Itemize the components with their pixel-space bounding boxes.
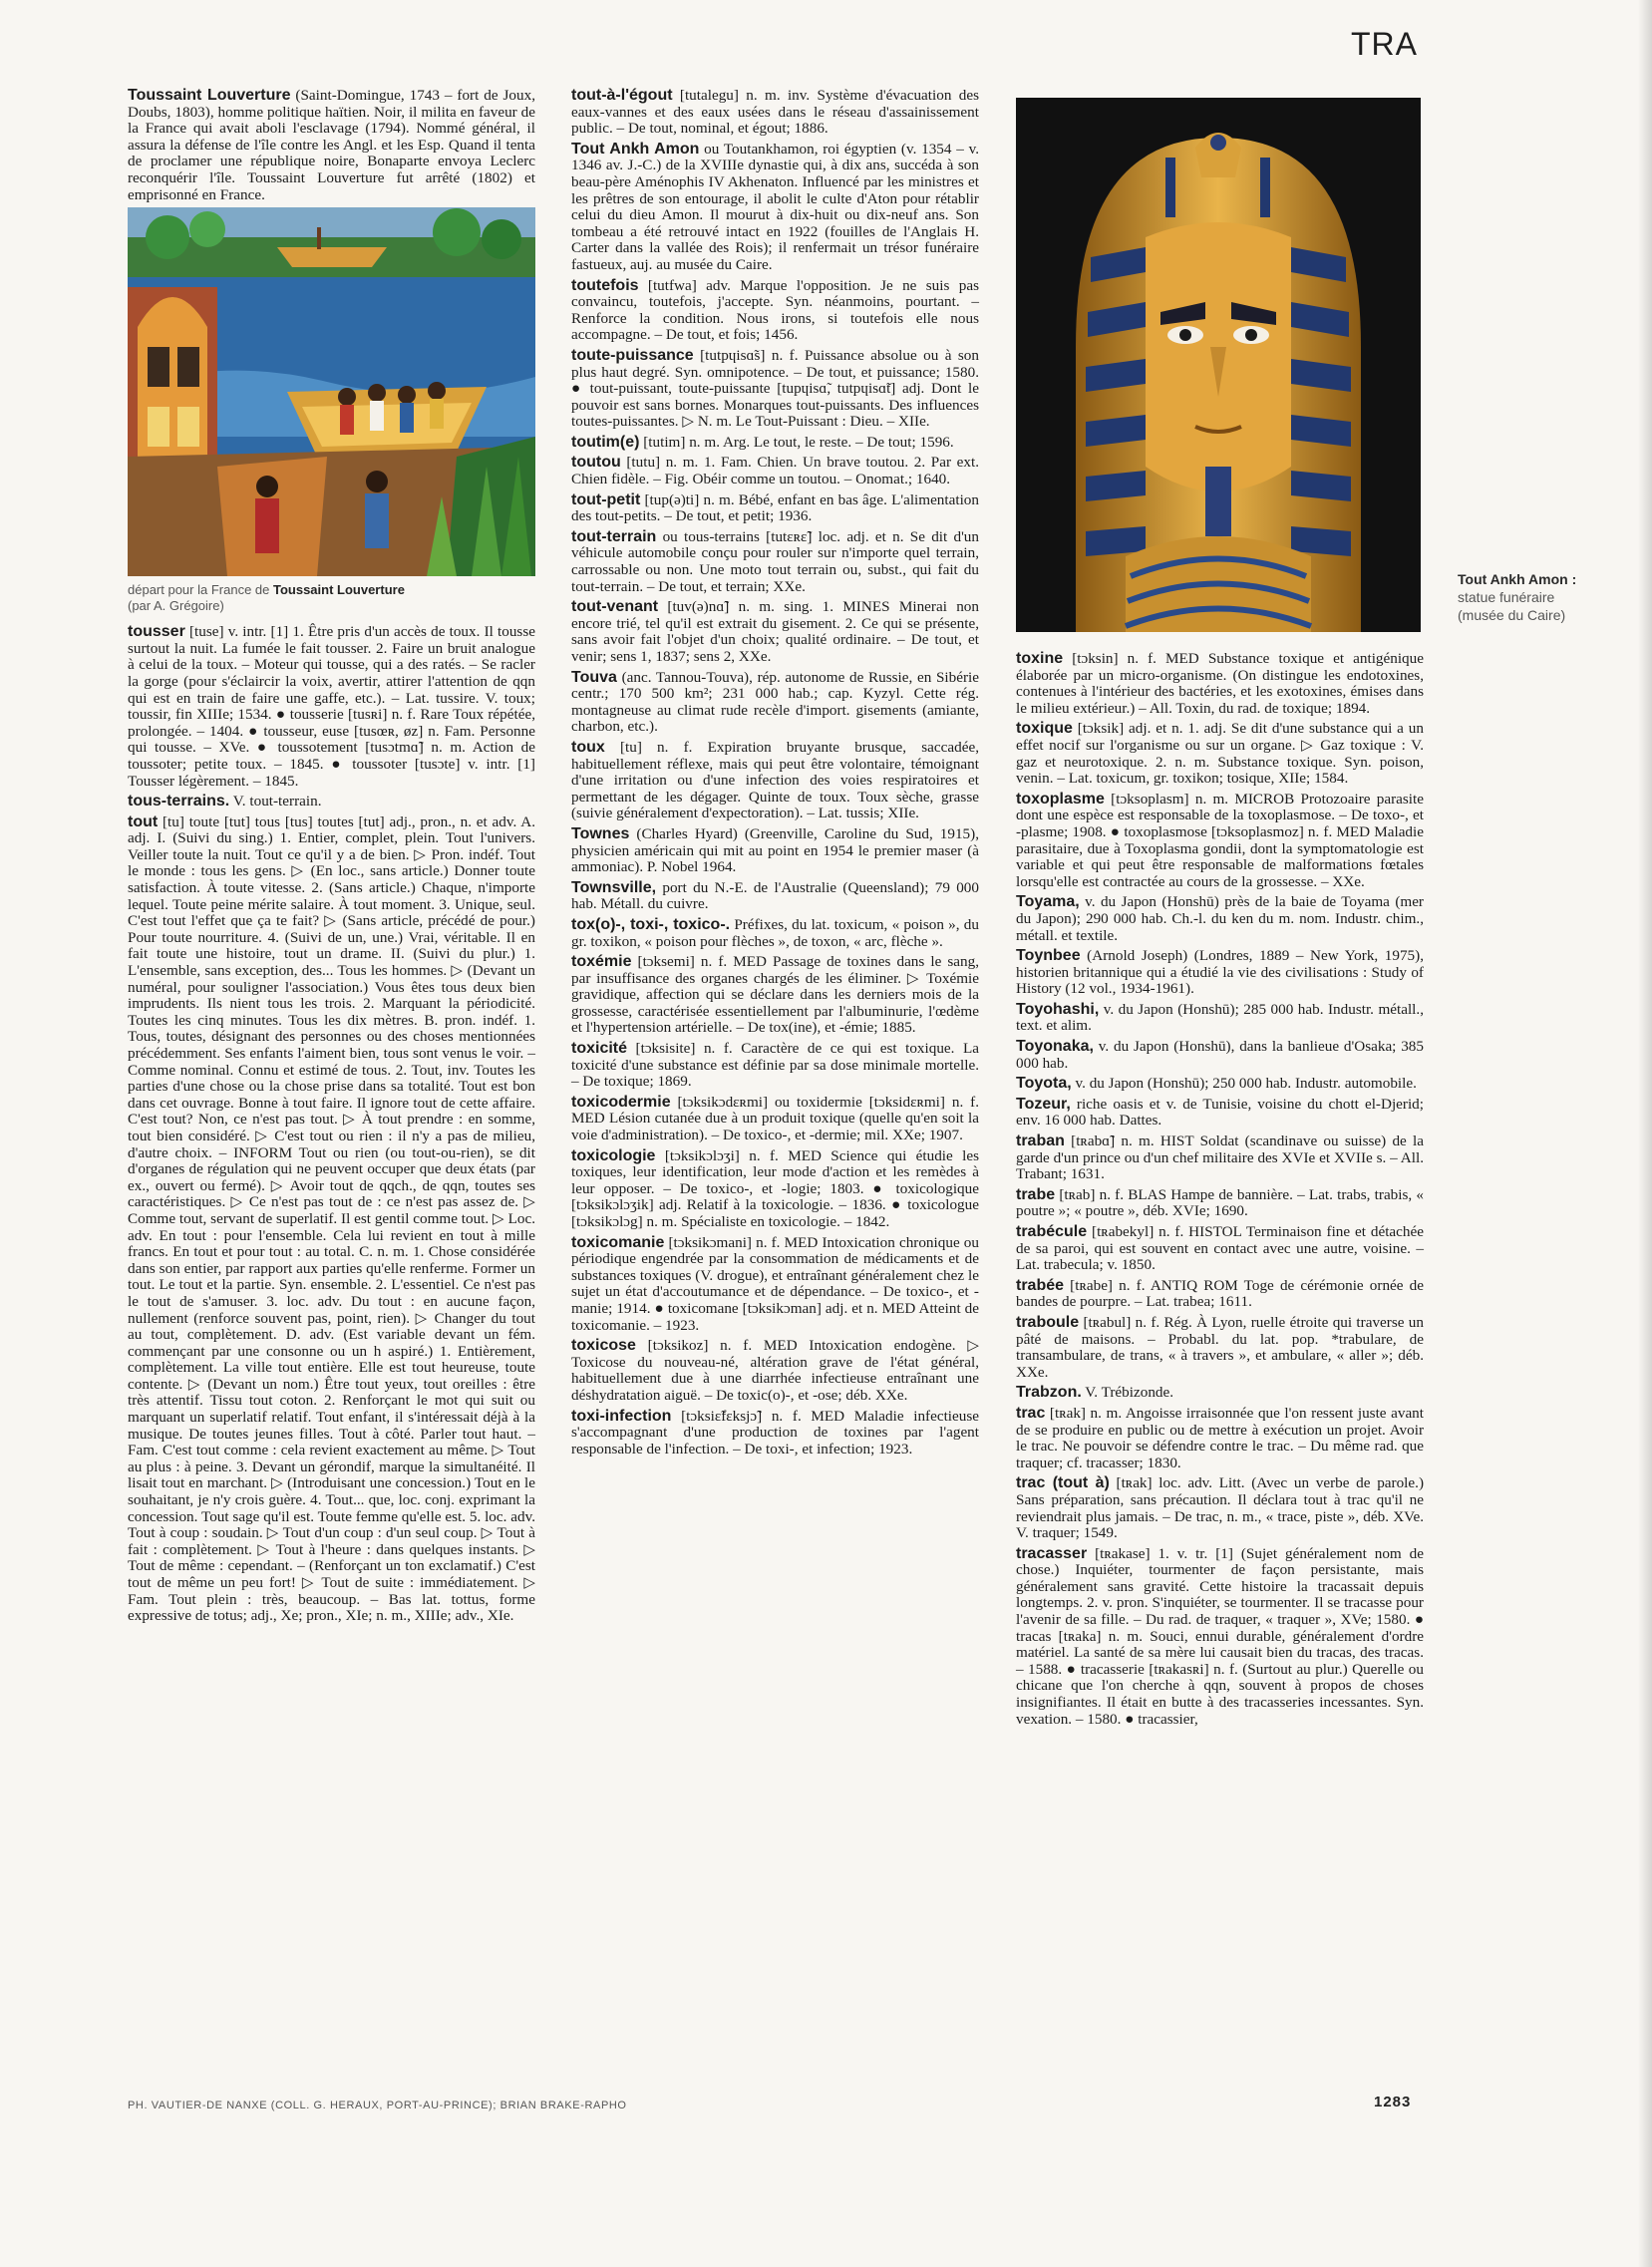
column-1 bbox=[128, 88, 535, 1629]
dictionary-entry bbox=[1016, 894, 1424, 944]
running-head: TRA bbox=[1351, 26, 1418, 62]
column-2 bbox=[571, 88, 979, 1461]
entry-headword: toxémie bbox=[571, 953, 632, 971]
entry-headword: Townsville, bbox=[571, 878, 657, 896]
dictionary-entry bbox=[1016, 948, 1424, 998]
entry-text: riche oasis et v. de Tunisie, voisine du chott el-Djerid; env. 16 000 hab. Dattes. bbox=[1016, 1095, 1424, 1130]
entry-headword: tout-terrain bbox=[571, 527, 657, 545]
painting-caption bbox=[128, 582, 535, 614]
entry-headword: Touva bbox=[571, 668, 617, 686]
entry-text: (Charles Hyard) (Greenville, Caroline du Sud, 1915), physicien américain qui mit au point en 1954 le premier maser (à ammoniac). P. Nobel 1964. bbox=[571, 824, 979, 876]
entry-text: [tɔksikɔlɔʒi] n. f. MED Science qui étudie les toxiques, leur identification, leur mode d'action et les remèdes à leur opposer. – De toxico-, et -logie; 1803. ● toxicologique [tɔksikɔlɔʒik] adj. Relatif à la toxicologie. – 1836. ● toxicologue [tɔksikɔlɔg] n. m. Spécialiste en toxicologie. – 1842. bbox=[571, 1146, 979, 1230]
entry-text: Préfixes, du lat. toxicum, « poison », du gr. toxikon, « poison pour flèches », de toxon, « arc, flèche ». bbox=[571, 915, 979, 950]
entry-text: [tu] toute [tut] tous [tus] toutes [tut] adj., pron., n. et adv. A. adj. I. (Suivi du sing.) 1. Entier, complet, plein. Tout l'univers. Veiller toute la nuit. Tout ce qu'il y a de bien. ▷ Pron. indéf. Tout le monde : tous les gens. ▷ (En loc., sans article.) Donner toute satisfaction. À toute vitesse. 2. (Sans article.) Chaque, n'importe lequel. Toute peine mérite salaire. À tout moment. 3. Unique, seul. C'est tout l'effet que ça te fait? ▷ (Sans article, précédé de pour.) Pour toute nourriture. 4. (Suivi de un, une.) Vrai, véritable. Il en fait toute une histoire, tout un drame. II. (Suivi du plur.) 1. L'ensemble, sans exception, des... Tous les hommes. ▷ (Devant un numéral, pour souligner l'association.) Vous êtes tous deux bien imprudents. Ils nient tous les trois. 2. Marquant la périodicité. Toutes les cinq minutes. Tous les dix mètres. B. pron. indéf. 1. Tous, toutes, désignant des personnes ou des choses mentionnées précédemment. Ses enfants l'aiment bien, tous sont venus le voir. – Comme nominal. Connu et estimé de tous. 2. Tout, inv. Toutes les parties d'une chose ou la chose prise dans sa totalité. Tout est bon dans cet ouvrage. Bonne à tout faire. Il ignore tout de cette affaire. C'est tout? Non, ce n'est pas tout. ▷ À tout prendre : en somme, tout bien considéré. ▷ C'est tout ou rien : il n'y a pas de milieu, d'autre choix. – INFORM Tout ou rien (ou tout-ou-rien), se dit d'organes de régulation qui ne peuvent occuper que deux états (par ex., ouvert ou fermé). ▷ Avoir tout de qqch., de qqn, toutes ses caractéristiques. ▷ Ce n'est pas tout de : ce n'est pas assez de. ▷ Comme tout, servant de superlatif. Il est gentil comme tout. ▷ Loc. adv. En tout : pour l'ensemble. Cela lui revient en tout à mille francs. En tout et pour tout : au total. C. n. m. 1. Chose considérée dans son entier, par rapport aux parties qu'elle renferme. Former un tout. Le tout et la partie. Syn. ensemble. 2. L'essentiel. Ce n'est pas le tout de s'amuser. 3. loc. adv. Du tout : en aucune façon, nullement (renforce souvent pas, point, rien). ▷ Changer du tout au tout, complètement. D. adv. (Est variable devant un fém. commençant par une consonne ou un h aspiré.) 1. Entièrement, complètement. La ville tout entière. Elle est tout heureuse, toute contente. ▷ (Devant un nom.) Être tout yeux, tout oreilles : être très attentif. Tissu tout coton. 2. Renforçant le mot qui suit ou marquant un superlatif relatif. Tout enfant, il s'intéressait déjà à la musique. De toutes jeunes filles. Tout à côté. Parler tout haut. – Fam. C'est tout comme : cela revient exactement au même. ▷ Tout au plus : à peine. 3. Devant un gérondif, marque la simultanéité. Il lisait tout en marchant. ▷ (Introduisant une concession.) Tout en le souhaitant, je n'y crois guère. 4. Tout... que, loc. conj. exprimant la concession. Tout sage qu'il est. Toute femme qu'elle est. 5. loc. adv. Tout à coup : soudain. ▷ Tout d'un coup : d'un seul coup. ▷ Tout à fait : complètement. ▷ Tout à l'heure : dans quelques instants. ▷ Tout de même : cependant. – (Renforçant un ton exclamatif.) C'est tout de même un peu fort! ▷ Tout de suite : immédiatement. ▷ Fam. Tout plein : très, beaucoup. – Bas lat. tottus, forme expressive de totus; adj., Xe; pron., XIe; n. m., XIIIe; adv., XIe. bbox=[128, 812, 535, 1625]
entry-headword: Toyonaka, bbox=[1016, 1038, 1094, 1056]
entry-text: ou tous-terrains [tutɛʀɛ̃] loc. adj. et n. Se dit d'un véhicule automobile conçu pour rouler sur n'importe quel terrain, carrossable ou non. Une moto tout terrain ou, subst., qui fait du tout-terrain. – De tout, et terrain; XXe. bbox=[571, 527, 979, 595]
entry-headword: trabécule bbox=[1016, 1223, 1088, 1240]
dictionary-entry bbox=[1016, 1475, 1424, 1541]
entry-text: [tɔksin] n. f. MED Substance toxique et antigénique élaborée par un micro-organisme. (On distingue les endotoxines, contenues à l'intérieur des bactéries, et les exotoxines, émises dans le milieu extérieur.) – All. Toxin, du rad. de toxique; 1894. bbox=[1016, 650, 1424, 717]
dictionary-entry bbox=[571, 1235, 979, 1335]
page-number: 1283 bbox=[1374, 2094, 1412, 2110]
dictionary-entry bbox=[571, 492, 979, 525]
entry-text: [tʀabɑ̃] n. m. HIST Soldat (scandinave ou suisse) de la garde d'un prince ou d'un chef militaire des XVIe et XVIIe s. – All. Trabant; 1631. bbox=[1016, 1133, 1424, 1183]
entry-text: port du N.-E. de l'Australie (Queensland); 79 000 hab. Métall. du cuivre. bbox=[571, 878, 979, 913]
entry-text: (Saint-Domingue, 1743 – fort de Joux, Doubs, 1803), homme politique haïtien. Noir, il milita en faveur de la France qui avait aboli l'esclavage (1794). Nommé général, il assura la défense de l'île contre les Angl. et les Esp. Quand il tenta de proclamer une république noire, Bonaparte envoya Leclerc reconquérir l'île. Toussaint Louverture fut arrêté (1802) et emprisonné en France. bbox=[128, 87, 535, 203]
dictionary-entry bbox=[1016, 1187, 1424, 1220]
dictionary-entry bbox=[1016, 1097, 1424, 1130]
entry-text: V. tout-terrain. bbox=[229, 793, 322, 810]
dictionary-entry bbox=[1016, 651, 1424, 717]
photo-credit: PH. VAUTIER-DE NANXE (COLL. G. HERAUX, PORT-AU-PRINCE); BRIAN BRAKE-RAPHO bbox=[128, 2100, 627, 2111]
dictionary-entry bbox=[1016, 1134, 1424, 1183]
dictionary-entry bbox=[571, 348, 979, 431]
dictionary-entry bbox=[1016, 1002, 1424, 1035]
entry-headword: toxi-infection bbox=[571, 1407, 672, 1425]
entry-headword: trabe bbox=[1016, 1185, 1056, 1203]
entry-text: [tʀak] loc. adv. Litt. (Avec un verbe de parole.) Sans préparation, sans précaution. Il déclara tout à trac qu'il ne reviendrait plus jamais. – De trac, n. m., « trace, piste », déb. XVe. V. traquer; 1549. bbox=[1016, 1474, 1424, 1542]
dictionary-entry bbox=[1016, 1039, 1424, 1072]
photo-caption-line: statue funéraire bbox=[1458, 589, 1555, 605]
dictionary-entry bbox=[571, 278, 979, 344]
dictionary-entry bbox=[128, 814, 535, 1625]
entry-text: [tutu] n. m. 1. Fam. Chien. Un brave toutou. 2. Par ext. Chien fidèle. – Fig. Obéir comme un toutou. – Onomat.; 1640. bbox=[571, 454, 979, 488]
caption-name: Toussaint Louverture bbox=[272, 582, 405, 598]
dictionary-entry bbox=[571, 826, 979, 876]
dictionary-entry bbox=[571, 88, 979, 138]
entry-text: [tɔksisite] n. f. Caractère de ce qui est toxique. La toxicité d'une substance est définie par sa dose minimale mortelle. – De toxique; 1869. bbox=[571, 1040, 979, 1091]
entry-text: [tɔksemi] n. f. MED Passage de toxines dans le sang, par insuffisance des organes chargés de les éliminer. ▷ Toxémie gravidique, affection qui se déclare dans les derniers mois de la grossesse, caractérisée essentiellement par l'albuminurie, l'œdème et l'hypertension artérielle. – De tox(ine), et -émie; 1885. bbox=[571, 953, 979, 1037]
entry-headword: Toyota, bbox=[1016, 1075, 1072, 1093]
dictionary-entry bbox=[1016, 1278, 1424, 1311]
entry-headword: toxique bbox=[1016, 720, 1073, 738]
entry-headword: toutim(e) bbox=[571, 433, 640, 451]
entry-headword: Toynbee bbox=[1016, 947, 1081, 965]
dictionary-entry bbox=[571, 670, 979, 736]
entry-text: [tɔksikɔdɛʀmi] ou toxidermie [tɔksidɛʀmi] n. f. MED Lésion cutanée due à un produit toxique (quelle qu'en soit la voie d'administration). – De toxico-, et -dermie; mil. XXe; 1907. bbox=[571, 1093, 979, 1144]
entry-headword: toxine bbox=[1016, 650, 1064, 667]
entry-headword: tout-à-l'égout bbox=[571, 87, 673, 104]
dictionary-entry bbox=[571, 599, 979, 665]
dictionary-entry bbox=[571, 435, 979, 452]
entry-text: [tutim] n. m. Arg. Le tout, le reste. – De tout; 1596. bbox=[639, 433, 954, 451]
dictionary-entry bbox=[1016, 1406, 1424, 1471]
caption-credit: (par A. Grégoire) bbox=[128, 598, 224, 614]
photo-caption-line: (musée du Caire) bbox=[1458, 607, 1566, 623]
entry-text: [tʀabekyl] n. f. HISTOL Terminaison fine et détachée de sa paroi, qui est souvent en contact avec une autre, voisine. – Lat. trabecula; v. 1850. bbox=[1016, 1223, 1424, 1274]
entry-text: (anc. Tannou-Touva), rép. autonome de Russie, en Sibérie centr.; 170 500 km²; 231 000 hab.; cap. Kyzyl. Cette rég. montagneuse au climat rude recèle d'import. gisements (amiante, charbon, etc.). bbox=[571, 668, 979, 736]
dictionary-entry bbox=[1016, 1315, 1424, 1381]
entry-headword: toxicomanie bbox=[571, 1233, 665, 1251]
dictionary-entry bbox=[1016, 1385, 1424, 1402]
entry-headword: Townes bbox=[571, 824, 630, 842]
entry-text: ou Toutankhamon, roi égyptien (v. 1354 – v. 1346 av. J.-C.) de la XVIIIe dynastie qui, à dix ans, succéda à son beau-père Aménophis IV Akhenaton. Influencé par les ministres et les prêtres de son entourage, il abolit le culte d'Aton pour rétablir celui du dieu Amon. Il mourut à dix-huit ou dix-neuf ans. Son tombeau a été retrouvé intact en 1922 (fouilles de l'Anglais H. Carter dans la vallée des Rois); il renfermait un trésor funéraire fastueux, auj. au musée du Caire. bbox=[571, 140, 979, 273]
entry-headword: trabée bbox=[1016, 1276, 1065, 1294]
entry-headword: tous-terrains. bbox=[128, 793, 230, 810]
entry-text: V. Trébizonde. bbox=[1081, 1384, 1174, 1402]
entry-text: [tɔksoplasm] n. m. MICROB Protozoaire parasite dont une espèce est responsable de la toxoplasmose. – De toxo-, et -plasme; 1908. ● toxoplasmose [tɔksoplasmoz] n. f. MED Maladie parasitaire, due à Toxoplasma gondii, dont la symptomatologie est variable et qui peut être responsable de malformations fœtales lorsqu'elle est contractée au cours de la grossesse. – XXe. bbox=[1016, 790, 1424, 890]
entry-headword: Tozeur, bbox=[1016, 1095, 1071, 1113]
entry-text: [tutfwa] adv. Marque l'opposition. Je ne suis pas convaincu, toutefois, j'accepte. Syn. néanmoins, pourtant. – Renforce la condition. Nous irons, si toutefois elle nous accompagne. – De tout, et fois; 1456. bbox=[571, 276, 979, 344]
entry-headword: tousser bbox=[128, 623, 185, 641]
photo-caption bbox=[1458, 570, 1617, 624]
dictionary-entry bbox=[571, 880, 979, 913]
entry-headword: toute-puissance bbox=[571, 346, 694, 364]
dictionary-entry bbox=[571, 142, 979, 274]
caption-text: départ pour la France de bbox=[128, 582, 273, 598]
dictionary-entry bbox=[128, 624, 535, 790]
entry-headword: Toussaint Louverture bbox=[128, 87, 291, 104]
dictionary-entry bbox=[1016, 1546, 1424, 1729]
entry-text: [tʀabe] n. f. ANTIQ ROM Toge de cérémonie ornée de bandes de pourpre. – Lat. trabea; 1611. bbox=[1016, 1276, 1424, 1311]
entry-headword: tracasser bbox=[1016, 1544, 1088, 1562]
entry-text: [tuv(ə)nɑ̃] n. m. sing. 1. MINES Minerai non encore trié, tel qu'il est extrait du gisement. 2. Ce qui se présente, sans avoir fait l'objet d'un choix; qualité ordinaire. – De tout, et venir; sens 1, 1837; sens 2, XXe. bbox=[571, 598, 979, 665]
entry-headword: trac bbox=[1016, 1404, 1046, 1422]
dictionary-entry bbox=[571, 1409, 979, 1458]
entry-text: v. du Japon (Honshū); 285 000 hab. Industr. métall., text. et alim. bbox=[1016, 1000, 1424, 1035]
entry-text: [tu] n. f. Expiration bruyante brusque, saccadée, habituellement réflexe, mais qui peut être volontaire, témoignant d'une irritation ou d'une infection des voies respiratoires et permettant de les dégager. Quinte de toux. Toux sèche, grasse (suivie généralement d'expectoration). – Lat. tussis; XIIe. bbox=[571, 738, 979, 822]
entry-text: [tʀak] n. m. Angoisse irraisonnée que l'on ressent juste avant de se produire en public ou de mettre à exécution un projet. Avoir le trac. Ne pouvoir se défendre contre le trac. – Du même rad. que traquer; cf. tracasser; 1830. bbox=[1016, 1404, 1424, 1471]
entry-headword: toutou bbox=[571, 454, 621, 472]
photo-caption-title: Tout Ankh Amon : bbox=[1458, 571, 1577, 587]
entry-text: [tʀabul] n. f. Rég. À Lyon, ruelle étroite qui traverse un pâté de maisons. – Probabl. du lat. pop. *trabulare, de transambulare, de trans, « à travers », et ambulare, « aller »; déb. XXe. bbox=[1016, 1313, 1424, 1381]
entry-headword: tout bbox=[128, 812, 159, 830]
entry-text: [tutpɥisɑ̃s] n. f. Puissance absolue ou à son plus haut degré. Syn. omnipotence. – De tout, et puissance; 1580. ● tout-puissant, toute-puissante [tupɥisɑ̃, tutpɥisɑ̃t] adj. Dont le pouvoir est sans bornes. Monarques tout-puissants. Des influences toutes-puissantes. ▷ N. m. Le Tout-Puissant : Dieu. – XIIe. bbox=[571, 346, 979, 431]
entry-headword: toxicodermie bbox=[571, 1093, 671, 1111]
entry-headword: toxicologie bbox=[571, 1146, 656, 1164]
entry-text: v. du Japon (Honshū) près de la baie de Toyama (mer du Japon); 290 000 hab. Ch.-l. du ken du m. nom. Industr. chim., métall. et textile. bbox=[1016, 893, 1424, 944]
entry-text: [tɔksik] adj. et n. 1. adj. Se dit d'une substance qui a un effet nocif sur l'organisme ou sur un organe. ▷ Gaz toxique : V. gaz et neurotoxique. 2. n. m. Substance toxique. Syn. poison, venin. – Lat. toxicum, gr. toxikon; tosique, XIIe; 1584. bbox=[1016, 720, 1424, 788]
dictionary-entry bbox=[1016, 792, 1424, 891]
column-3 bbox=[1016, 651, 1424, 1732]
dictionary-entry bbox=[571, 1148, 979, 1231]
entry-text: v. du Japon (Honshū); 250 000 hab. Industr. automobile. bbox=[1071, 1075, 1417, 1093]
entry-headword: Tout Ankh Amon bbox=[571, 140, 700, 158]
painting-illustration bbox=[128, 207, 535, 576]
entry-headword: toxicose bbox=[571, 1337, 636, 1355]
entry-headword: trac (tout à) bbox=[1016, 1474, 1110, 1492]
dictionary-entry bbox=[1016, 721, 1424, 787]
entry-text: [tuse] v. intr. [1] 1. Être pris d'un accès de toux. Il tousse surtout la nuit. La fumée le fait tousser. 2. Faire un bruit analogue à celui de la toux. – Moteur qui tousse, qui a des ratés. – Se racler la gorge (pour s'éclaircir la voix, avertir, attirer l'attention de qqn qui est en train de faire une gaffe, etc.). – Lat. tussire. V. toux; toussir, fin XIIIe; 1534. ● tousserie [tusʀi] n. f. Rare Toux répétée, prolongée. – 1404. ● tousseur, euse [tusœʀ, øz] n. Fam. Personne qui tousse. – XVe. ● toussotement [tusɔtmɑ̃] n. m. Action de toussoter; petite toux. – 1845. ● toussoter [tusɔte] v. intr. [1] Tousser légèrement. – 1845. bbox=[128, 623, 535, 790]
dictionary-entry bbox=[128, 88, 535, 203]
entry-text: (Arnold Joseph) (Londres, 1889 – New York, 1975), historien britannique qui a étudié la vie des civilisations : Study of History (12 vol., 1934-1961). bbox=[1016, 947, 1424, 998]
entry-headword: Trabzon. bbox=[1016, 1384, 1082, 1402]
entry-text: [tup(ə)ti] n. m. Bébé, enfant en bas âge. L'alimentation des tout-petits. – De tout, et petit; 1936. bbox=[571, 490, 979, 525]
entry-headword: tout-venant bbox=[571, 598, 659, 616]
entry-headword: toux bbox=[571, 738, 605, 756]
entry-text: [tɔksikoz] n. f. MED Intoxication endogène. ▷ Toxicose du nouveau-né, altération grave de l'état général, habituellement due à une diarrhée infectieuse entraînant une déshydratation aiguë. – De toxic(o)-, et -ose; déb. XXe. bbox=[571, 1337, 979, 1404]
entry-text: [tʀakase] 1. v. tr. [1] (Sujet généralement nom de chose.) Inquiéter, tourmenter de façon persistante, mais généralement sans gravité. Cette histoire la tracassait depuis longtemps. 2. v. pron. S'inquiéter, se tourmenter. Il se tracasse pour l'avenir de sa fille. – Du rad. de traquer, « traquer », XVe; 1580. ● tracas [tʀaka] n. m. Souci, ennui durable, généralement d'ordre matériel. La santé de sa mère lui causait bien du tracas, des tracas. – 1588. ● tracasserie [tʀakasʀi] n. f. (Surtout au plur.) Querelle ou chicane que l'on cherche à qqn, souvent à propos de choses insignifiantes. Il était en butte à des tracasseries incessantes. Syn. vexation. – 1580. ● tracassier, bbox=[1016, 1544, 1424, 1728]
entry-headword: Toyama, bbox=[1016, 893, 1080, 911]
dictionary-entry bbox=[128, 794, 535, 810]
entry-headword: tout-petit bbox=[571, 490, 641, 508]
entry-headword: Toyohashi, bbox=[1016, 1000, 1100, 1018]
dictionary-entry bbox=[571, 1338, 979, 1404]
dictionary-entry bbox=[571, 917, 979, 950]
entry-text: [tɔksikɔmani] n. f. MED Intoxication chronique ou périodique engendrée par la consommation de médicaments et de substances toxiques (V. drogue), et entraînant généralement chez le sujet un état d'accoutumance et de dépendance. – De toxico-, et -manie; 1914. ● toxicomane [tɔksikɔman] adj. et n. MED Atteint de toxicomanie. – 1923. bbox=[571, 1233, 979, 1334]
entry-headword: toxicité bbox=[571, 1040, 628, 1058]
dictionary-entry bbox=[571, 1041, 979, 1091]
entry-headword: traban bbox=[1016, 1133, 1065, 1150]
entry-text: v. du Japon (Honshū), dans la banlieue d'Osaka; 385 000 hab. bbox=[1016, 1038, 1424, 1072]
entry-text: [tɔksiɛ̃fɛksjɔ̃] n. f. MED Maladie infectieuse s'accompagnant d'une production de toxines par l'agent responsable de l'infection. – De toxi-, et infection; 1923. bbox=[571, 1407, 979, 1457]
dictionary-entry bbox=[571, 954, 979, 1037]
dictionary-entry bbox=[571, 740, 979, 822]
entry-headword: toutefois bbox=[571, 276, 639, 294]
dictionary-entry bbox=[1016, 1076, 1424, 1093]
funerary-mask-photo bbox=[1016, 98, 1421, 632]
dictionary-entry bbox=[571, 1095, 979, 1144]
entry-headword: tox(o)-, toxi-, toxico-. bbox=[571, 915, 731, 933]
dictionary-entry bbox=[571, 455, 979, 487]
entry-headword: toxoplasme bbox=[1016, 790, 1105, 808]
dictionary-entry bbox=[571, 529, 979, 595]
entry-text: [tutalegu] n. m. inv. Système d'évacuation des eaux-vannes et des eaux usées dans le réseau d'assainissement public. – De tout, nominal, et égout; 1886. bbox=[571, 87, 979, 138]
entry-text: [tʀab] n. f. BLAS Hampe de bannière. – Lat. trabs, trabis, « poutre »; « poutre », déb. XVIe; 1690. bbox=[1016, 1185, 1424, 1220]
dictionary-entry bbox=[1016, 1224, 1424, 1274]
entry-headword: traboule bbox=[1016, 1313, 1080, 1331]
